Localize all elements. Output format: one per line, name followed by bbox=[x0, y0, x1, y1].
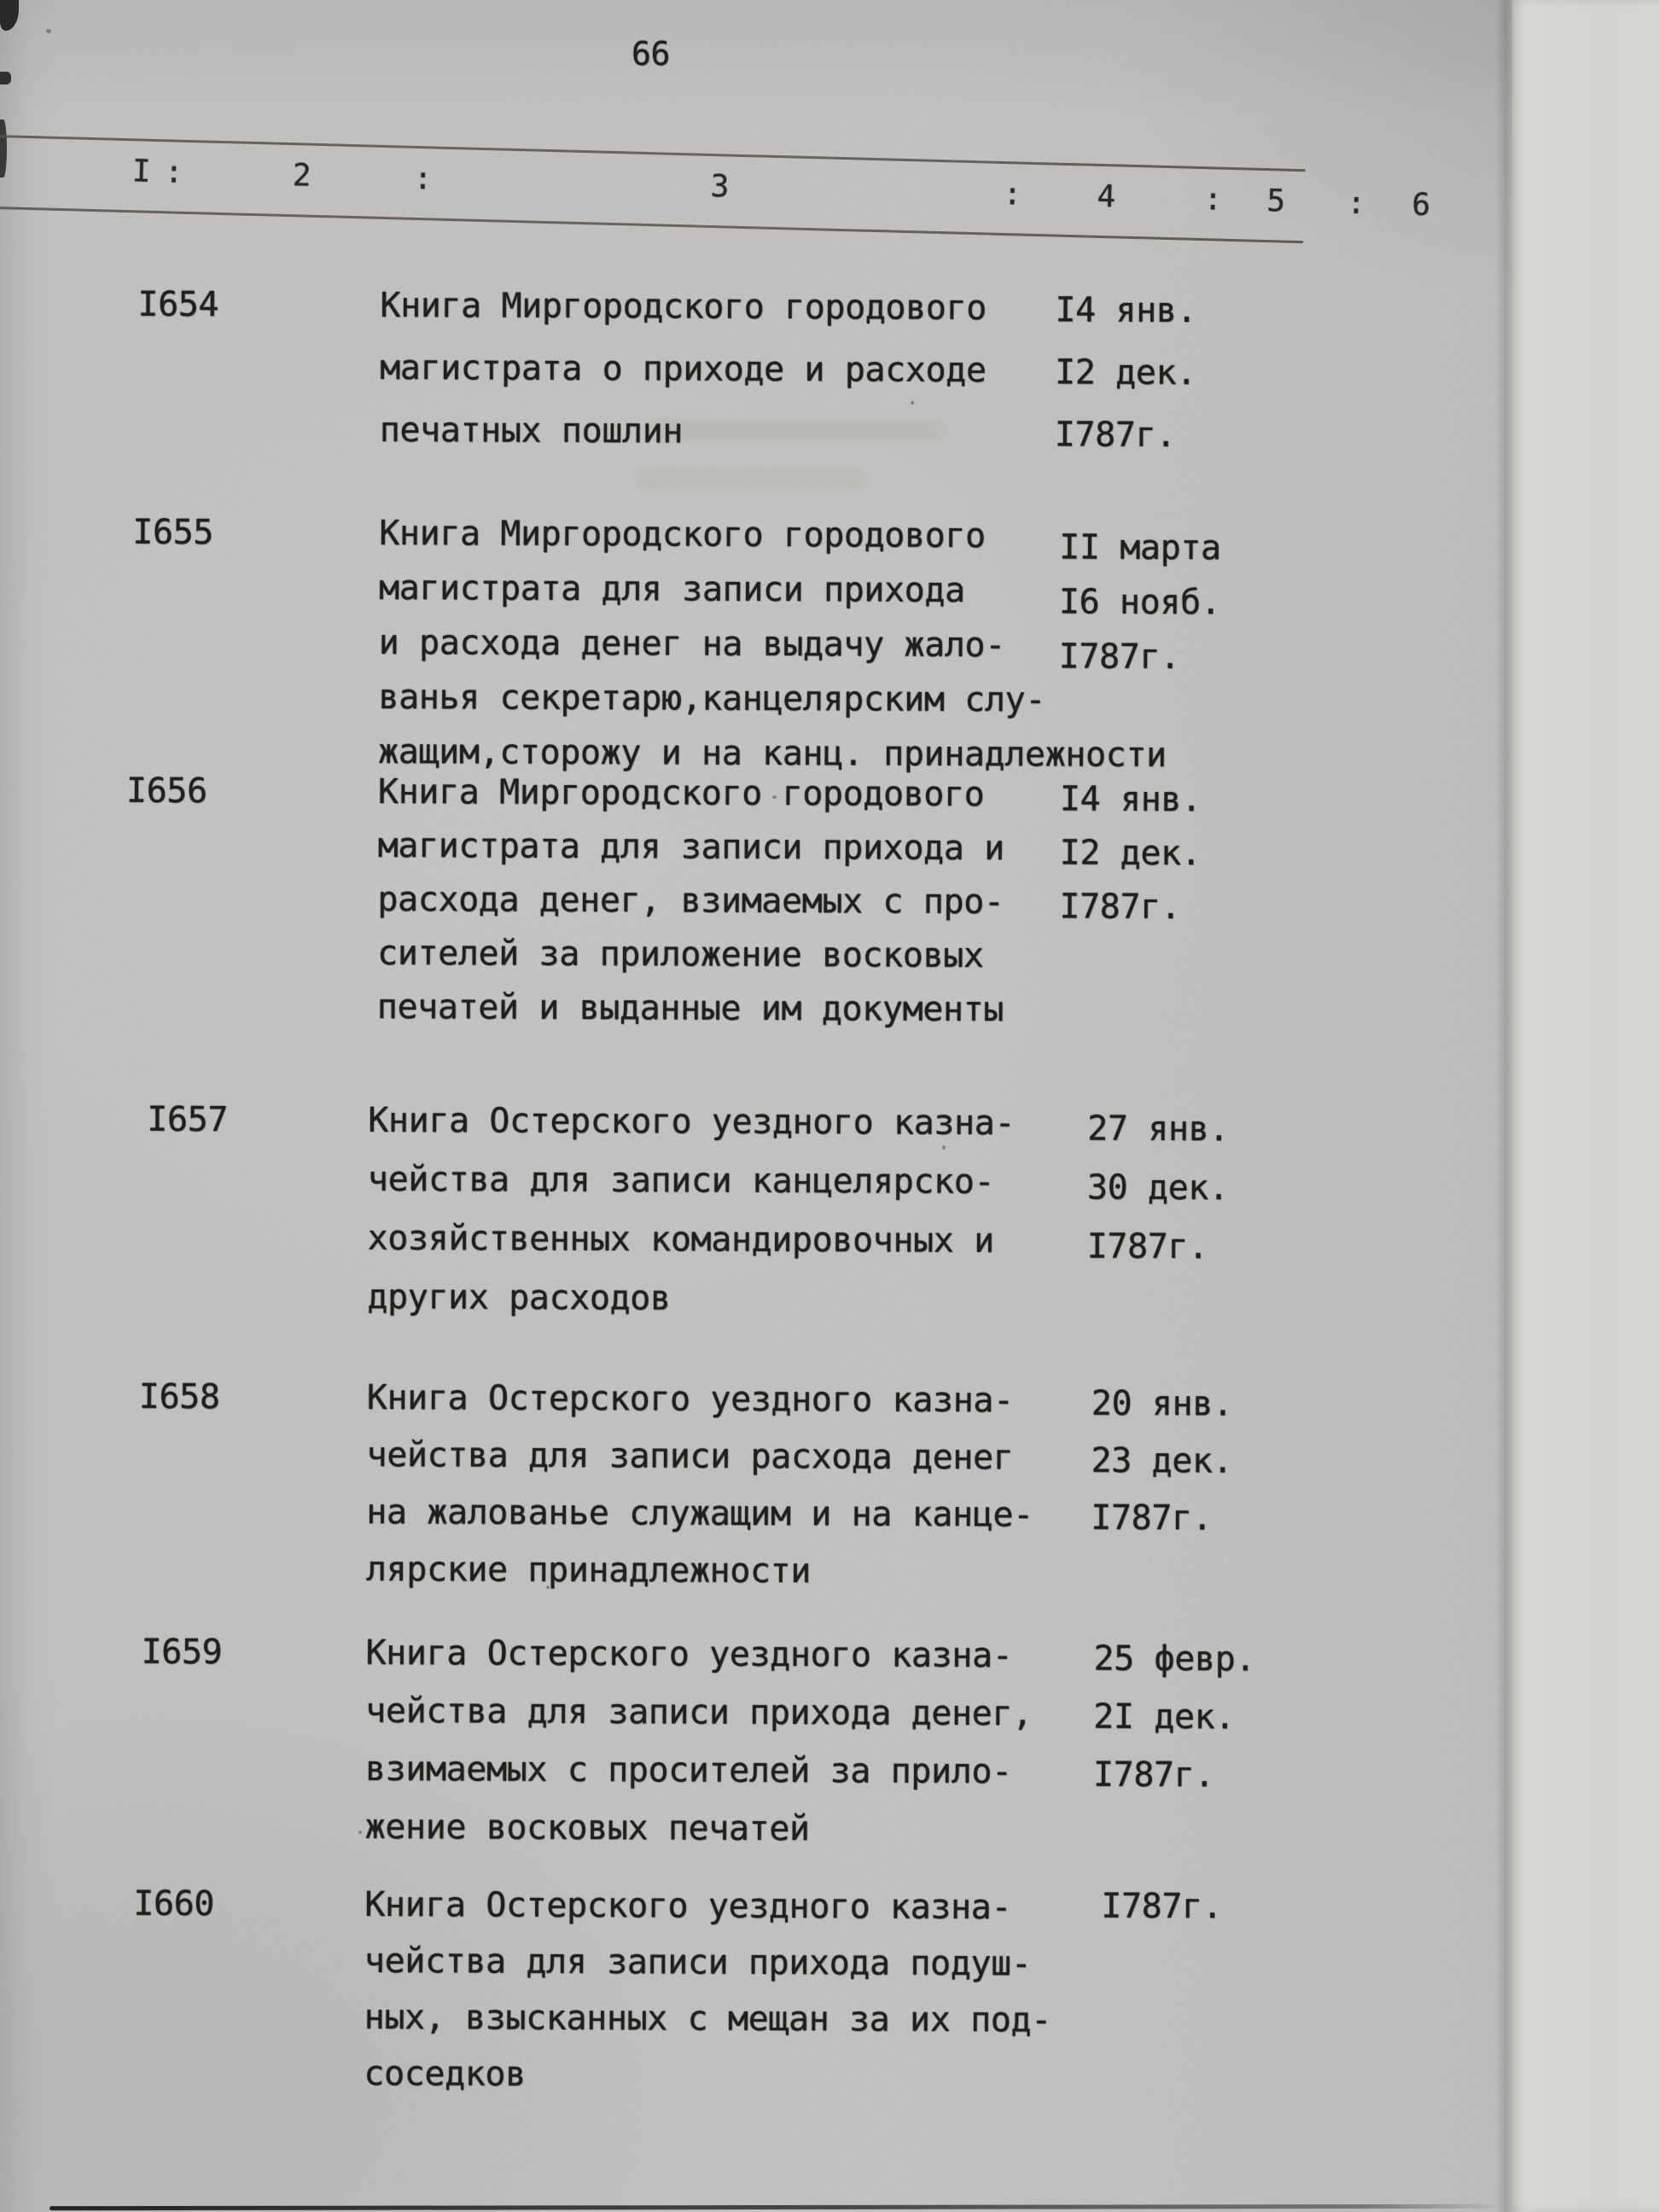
entry-description-line: чейства для записи прихода подуш- bbox=[364, 1941, 1032, 1984]
entry-description-line: ных, взысканных с мещан за их под- bbox=[364, 1997, 1051, 2040]
entry-description-line: чейства для записи канцелярско- bbox=[367, 1159, 995, 1202]
entry-description-line: жение восковых печатей bbox=[364, 1807, 810, 1849]
entry-date-line: I787г. bbox=[1054, 415, 1176, 456]
header-column-label: 5 bbox=[1266, 183, 1286, 219]
entry-description-line: сителей за приложение восковых bbox=[377, 933, 984, 976]
entry-number: I659 bbox=[141, 1632, 223, 1673]
entry-description-line: чейства для записи прихода денег, bbox=[365, 1691, 1033, 1734]
entry-description-line: хозяйственных командировочных и bbox=[367, 1218, 994, 1261]
entry-description-line: магистрата для записи прихода и bbox=[377, 825, 1004, 869]
entry-date-line: 20 янв. bbox=[1091, 1383, 1233, 1424]
entry-description-line: на жалованье служащим и на канце- bbox=[366, 1492, 1033, 1535]
header-column-label: 2 bbox=[292, 158, 312, 194]
entry-description-line: соседков bbox=[364, 2053, 526, 2094]
entry-description-line: печатей и выданные им документы bbox=[376, 987, 1004, 1030]
entry-date-line: 25 февр. bbox=[1093, 1639, 1256, 1679]
entry-date-line: I787г. bbox=[1058, 637, 1180, 678]
entry-date-line: I787г. bbox=[1059, 887, 1181, 928]
entry-description-line: других расходов bbox=[367, 1277, 671, 1318]
entry-number: I656 bbox=[125, 771, 207, 812]
entry-description-line: Книга Миргородского городового bbox=[380, 285, 987, 329]
header-column-label: I bbox=[131, 154, 152, 189]
entry-description-line: жащим,сторожу и на канц. принадлежности bbox=[378, 731, 1167, 775]
entry-number: I657 bbox=[147, 1099, 229, 1140]
header-column-separator: : bbox=[1202, 182, 1223, 218]
entry-date-line: 2I дек. bbox=[1093, 1697, 1236, 1738]
entry-date-line: 23 дек. bbox=[1091, 1441, 1233, 1481]
entry-number: I658 bbox=[138, 1377, 220, 1417]
header-column-separator: : bbox=[1003, 176, 1022, 212]
header-column-separator: : bbox=[1346, 185, 1366, 222]
header-column-label: 3 bbox=[710, 168, 730, 205]
entry-date-line: 27 янв. bbox=[1087, 1109, 1230, 1150]
entry-description-line: Книга Остерского уездного казна- bbox=[365, 1633, 1013, 1676]
entry-description-line: чейства для записи расхода денег bbox=[366, 1435, 1014, 1478]
entry-date-line: I787г. bbox=[1091, 1498, 1213, 1539]
header-column-label: 4 bbox=[1097, 178, 1116, 215]
entry-description-line: Книга Миргородского городового bbox=[377, 771, 985, 815]
entry-description-line: Книга Миргородского городового bbox=[379, 513, 986, 556]
entry-description-line: магистрата о приходе и расходе bbox=[380, 347, 987, 391]
entry-description-line: ванья секретарю,канцелярским слу- bbox=[378, 677, 1046, 720]
entry-number: I660 bbox=[133, 1883, 215, 1924]
entry-date-line: I787г. bbox=[1101, 1886, 1223, 1927]
page-number: 66 bbox=[632, 35, 670, 73]
entry-date-line: II марта bbox=[1059, 527, 1221, 568]
entry-description-line: лярские принадлежности bbox=[365, 1549, 812, 1592]
entry-description-line: печатных пошлин bbox=[379, 410, 684, 451]
entry-date-line: I4 янв. bbox=[1059, 779, 1202, 820]
entry-date-line: I4 янв. bbox=[1055, 290, 1197, 331]
entry-date-line: I6 нояб. bbox=[1058, 582, 1221, 623]
entry-description-line: Книга Остерского уездного казна- bbox=[364, 1884, 1012, 1928]
entry-date-line: I787г. bbox=[1086, 1226, 1208, 1267]
entry-description-line: Книга Остерского уездного казна- bbox=[366, 1377, 1014, 1421]
entry-description-line: магистрата для записи прихода bbox=[378, 568, 965, 610]
header-column-separator: : bbox=[164, 154, 184, 190]
entry-description-line: расхода денег, взимаемых с про- bbox=[377, 879, 1004, 923]
header-column-label: 6 bbox=[1411, 187, 1431, 224]
header-column-separator: : bbox=[413, 160, 434, 197]
entry-number: I654 bbox=[137, 284, 219, 325]
entry-description-line: и расхода денег на выдачу жало- bbox=[378, 622, 1005, 666]
entry-date-line: 30 дек. bbox=[1086, 1167, 1229, 1208]
entry-date-line: I2 дек. bbox=[1059, 833, 1202, 874]
entry-description-line: взимаемых с просителей за прило- bbox=[364, 1749, 1012, 1792]
entry-date-line: I2 дек. bbox=[1055, 352, 1196, 393]
entry-description-line: Книга Остерского уездного казна- bbox=[368, 1100, 1016, 1144]
entry-date-line: I787г. bbox=[1092, 1755, 1215, 1796]
entry-number: I655 bbox=[132, 512, 214, 553]
